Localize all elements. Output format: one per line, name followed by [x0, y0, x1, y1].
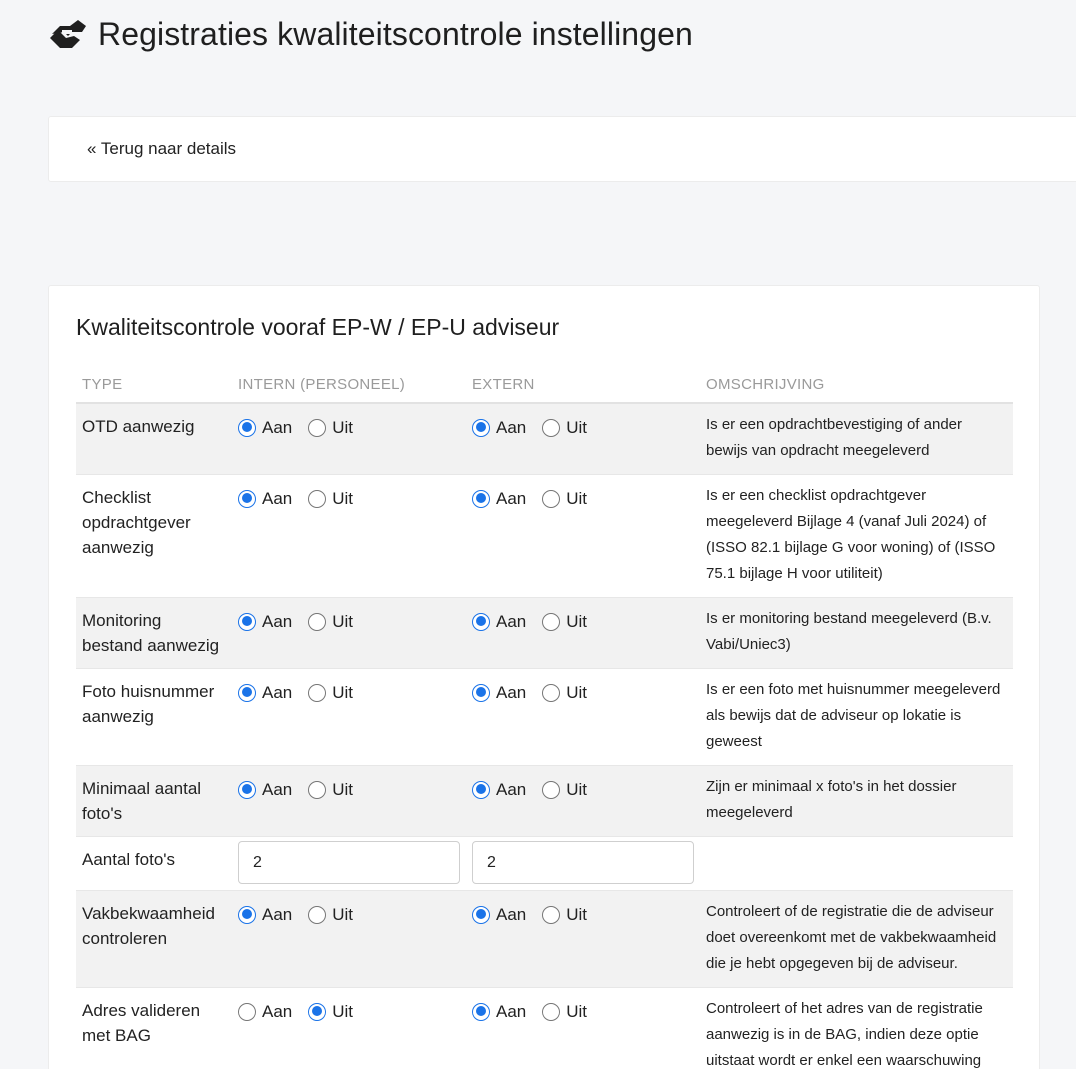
- radio-label: Aan: [496, 489, 527, 508]
- intern-option-aan[interactable]: [238, 999, 292, 1024]
- extern-radio-group: [472, 776, 694, 802]
- radio-label: Uit: [566, 1002, 588, 1021]
- radio-button[interactable]: [472, 419, 490, 437]
- intern-option-aan[interactable]: [238, 415, 292, 440]
- intern-option-uit[interactable]: [308, 486, 353, 511]
- row-description: Controleert of de registratie die de adviseur doet overeenkomt met de vakbekwaamheid die je hebt opgegeven bij de adviseur.: [700, 891, 1013, 988]
- column-header-description: OMSCHRIJVING: [700, 368, 1013, 403]
- radio-label: Uit: [332, 1002, 354, 1021]
- settings-panel: [48, 285, 1040, 1069]
- table-row: [76, 766, 1013, 837]
- intern-radio-group: [238, 901, 460, 927]
- radio-button[interactable]: [472, 781, 490, 799]
- radio-label: Uit: [332, 683, 354, 702]
- radio-button[interactable]: [238, 684, 256, 702]
- back-card: [48, 116, 1076, 182]
- table-header-row: [76, 368, 1013, 403]
- extern-option-aan[interactable]: [472, 609, 526, 634]
- row-type-label: Monitoring bestand aanwezig: [76, 598, 232, 669]
- handshake-icon: [48, 14, 88, 54]
- radio-button[interactable]: [542, 419, 560, 437]
- row-type-label: Adres valideren met BAG: [76, 988, 232, 1069]
- extern-radio-group: [472, 608, 694, 634]
- page-title: Registraties kwaliteitscontrole instellingen: [98, 15, 693, 52]
- intern-option-aan[interactable]: [238, 777, 292, 802]
- radio-button[interactable]: [542, 613, 560, 631]
- extern-option-uit[interactable]: [542, 415, 587, 440]
- table-row: [76, 669, 1013, 766]
- radio-label: Uit: [566, 489, 588, 508]
- radio-button[interactable]: [542, 684, 560, 702]
- radio-label: Uit: [566, 780, 588, 799]
- row-description: Is er monitoring bestand meegeleverd (B.v. Vabi/Uniec3): [700, 598, 1013, 669]
- radio-label: Uit: [566, 418, 588, 437]
- intern-radio-group: [238, 608, 460, 634]
- row-description: Controleert of het adres van de registratie aanwezig is in de BAG, indien deze optie uitstaat wordt er enkel een waarschuwing: [700, 988, 1013, 1069]
- row-type-label: Vakbekwaamheid controleren: [76, 891, 232, 988]
- row-description: Is er een foto met huisnummer meegeleverd als bewijs dat de adviseur op lokatie is geweest: [700, 669, 1013, 766]
- panel-title: Kwaliteitscontrole vooraf EP-W / EP-U adviseur: [76, 314, 560, 340]
- radio-label: Uit: [332, 612, 354, 631]
- page-header: [48, 14, 693, 54]
- extern-option-aan[interactable]: [472, 999, 526, 1024]
- row-description: Is er een opdrachtbevestiging of ander bewijs van opdracht meegeleverd: [700, 403, 1013, 475]
- intern-option-aan[interactable]: [238, 902, 292, 927]
- radio-label: Aan: [262, 612, 293, 631]
- extern-option-uit[interactable]: [542, 999, 587, 1024]
- radio-label: Aan: [496, 1002, 527, 1021]
- radio-label: Aan: [262, 1002, 293, 1021]
- radio-button[interactable]: [542, 906, 560, 924]
- radio-label: Aan: [262, 489, 293, 508]
- radio-label: Uit: [332, 418, 354, 437]
- table-row: [76, 403, 1013, 475]
- radio-button[interactable]: [238, 1003, 256, 1021]
- radio-button[interactable]: [472, 490, 490, 508]
- radio-label: Aan: [496, 780, 527, 799]
- row-type-label: Foto huisnummer aanwezig: [76, 669, 232, 766]
- intern-radio-group: [238, 414, 460, 440]
- intern-option-uit[interactable]: [308, 999, 353, 1024]
- radio-label: Aan: [262, 418, 293, 437]
- radio-button[interactable]: [472, 684, 490, 702]
- radio-button[interactable]: [542, 1003, 560, 1021]
- radio-button[interactable]: [308, 906, 326, 924]
- radio-button[interactable]: [308, 1003, 326, 1021]
- radio-button[interactable]: [238, 419, 256, 437]
- column-header-type: TYPE: [76, 368, 232, 403]
- radio-label: Uit: [332, 905, 354, 924]
- radio-label: Uit: [332, 780, 354, 799]
- settings-table: [76, 368, 1013, 1069]
- radio-label: Uit: [566, 905, 588, 924]
- column-header-intern: INTERN (PERSONEEL): [232, 368, 466, 403]
- extern-radio-group: [472, 485, 694, 511]
- extern-option-aan[interactable]: [472, 415, 526, 440]
- radio-button[interactable]: [542, 490, 560, 508]
- table-row: [76, 837, 1013, 891]
- table-row: [76, 598, 1013, 669]
- intern-radio-group: [238, 998, 460, 1024]
- column-header-extern: EXTERN: [466, 368, 700, 403]
- radio-button[interactable]: [472, 1003, 490, 1021]
- intern-radio-group: [238, 485, 460, 511]
- extern-photo-count-input[interactable]: [472, 841, 694, 884]
- radio-button[interactable]: [238, 906, 256, 924]
- radio-button[interactable]: [238, 613, 256, 631]
- extern-radio-group: [472, 901, 694, 927]
- radio-label: Aan: [262, 780, 293, 799]
- extern-option-aan[interactable]: [472, 902, 526, 927]
- extern-radio-group: [472, 679, 694, 705]
- row-type-label: Aantal foto's: [76, 837, 232, 891]
- extern-option-aan[interactable]: [472, 777, 526, 802]
- extern-option-aan[interactable]: [472, 486, 526, 511]
- radio-button[interactable]: [472, 613, 490, 631]
- extern-option-uit[interactable]: [542, 902, 587, 927]
- radio-label: Aan: [262, 683, 293, 702]
- extern-option-uit[interactable]: [542, 680, 587, 705]
- intern-radio-group: [238, 679, 460, 705]
- back-to-details-link[interactable]: « Terug naar details: [87, 139, 237, 158]
- intern-photo-count-input[interactable]: [238, 841, 460, 884]
- intern-option-aan[interactable]: [238, 486, 292, 511]
- radio-button[interactable]: [308, 684, 326, 702]
- radio-button[interactable]: [542, 781, 560, 799]
- table-row: [76, 891, 1013, 988]
- intern-option-aan[interactable]: [238, 609, 292, 634]
- extern-radio-group: [472, 998, 694, 1024]
- row-description: Is er een checklist opdrachtgever meegeleverd Bijlage 4 (vanaf Juli 2024) of (ISSO 82.1 bijlage G voor woning) of (ISSO 75.1 bijlage H voor utiliteit): [700, 475, 1013, 598]
- row-description: Zijn er minimaal x foto's in het dossier meegeleverd: [700, 766, 1013, 837]
- table-row: [76, 988, 1013, 1069]
- radio-label: Uit: [332, 489, 354, 508]
- intern-option-aan[interactable]: [238, 680, 292, 705]
- row-type-label: OTD aanwezig: [76, 403, 232, 475]
- radio-label: Aan: [496, 905, 527, 924]
- radio-label: Aan: [496, 418, 527, 437]
- extern-option-uit[interactable]: [542, 777, 587, 802]
- extern-option-aan[interactable]: [472, 680, 526, 705]
- radio-label: Uit: [566, 612, 588, 631]
- extern-radio-group: [472, 414, 694, 440]
- radio-button[interactable]: [308, 613, 326, 631]
- table-row: [76, 475, 1013, 598]
- intern-option-uit[interactable]: [308, 680, 353, 705]
- intern-radio-group: [238, 776, 460, 802]
- radio-label: Aan: [496, 612, 527, 631]
- radio-button[interactable]: [308, 490, 326, 508]
- radio-label: Uit: [566, 683, 588, 702]
- radio-label: Aan: [496, 683, 527, 702]
- row-type-label: Minimaal aantal foto's: [76, 766, 232, 837]
- row-type-label: Checklist opdrachtgever aanwezig: [76, 475, 232, 598]
- radio-button[interactable]: [238, 781, 256, 799]
- intern-option-uit[interactable]: [308, 415, 353, 440]
- extern-option-uit[interactable]: [542, 609, 587, 634]
- radio-button[interactable]: [308, 781, 326, 799]
- radio-button[interactable]: [238, 490, 256, 508]
- intern-option-uit[interactable]: [308, 902, 353, 927]
- radio-label: Aan: [262, 905, 293, 924]
- intern-option-uit[interactable]: [308, 609, 353, 634]
- intern-option-uit[interactable]: [308, 777, 353, 802]
- radio-button[interactable]: [308, 419, 326, 437]
- extern-option-uit[interactable]: [542, 486, 587, 511]
- radio-button[interactable]: [472, 906, 490, 924]
